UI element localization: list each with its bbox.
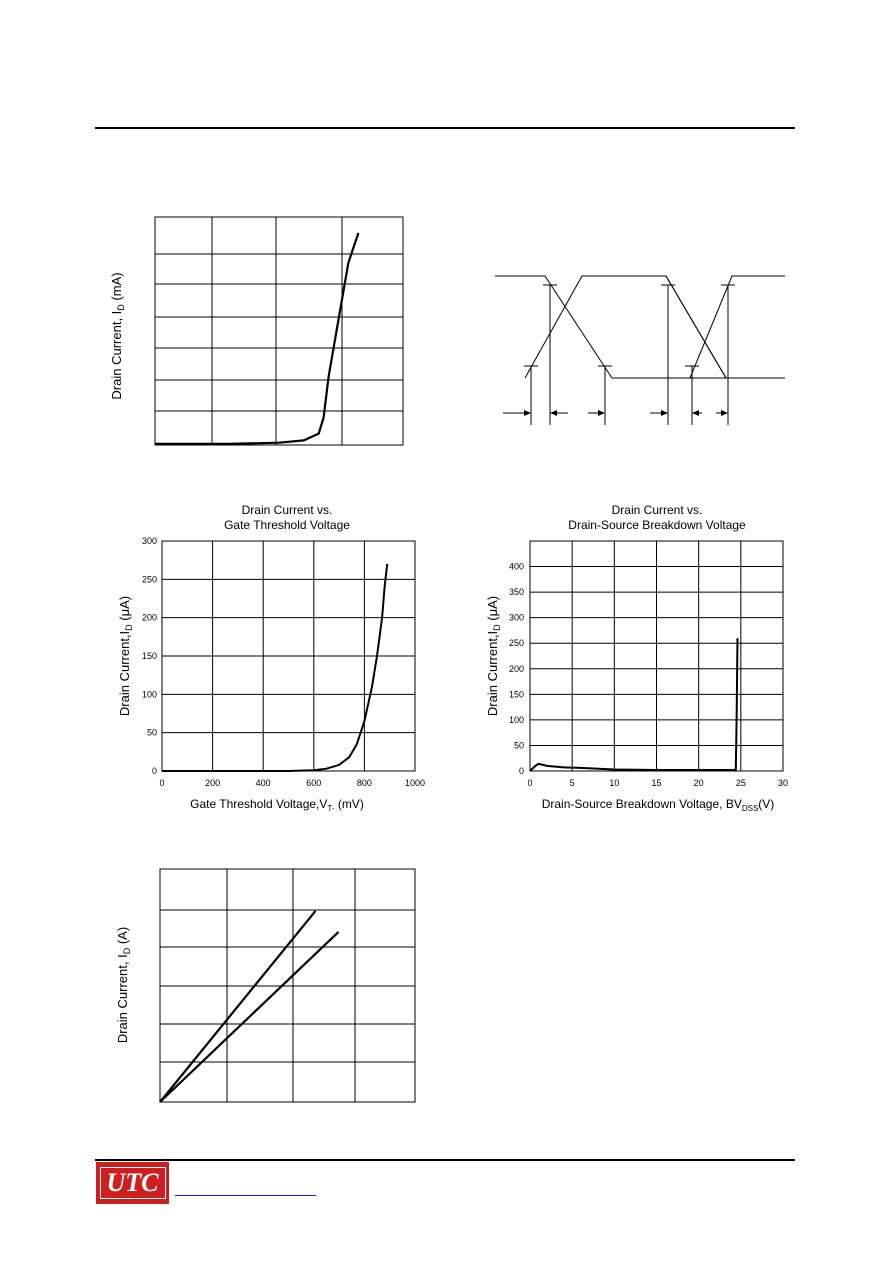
y-tick-label: 150 <box>141 651 157 661</box>
waveform-d <box>666 276 785 378</box>
x-tick-label: 600 <box>306 778 322 788</box>
website-link[interactable] <box>175 1195 316 1196</box>
waveform-b <box>525 276 785 378</box>
x-tick-label: 0 <box>159 778 165 788</box>
x-tick-label: 400 <box>255 778 271 788</box>
series-line <box>155 233 358 444</box>
x-axis-label: Drain-Source Breakdown Voltage, $BV_{DSS}(V)$ <box>541 797 775 813</box>
y-axis-label: Drain Current, $I_D$ (A) <box>115 926 132 1044</box>
y-tick-label: 250 <box>141 574 157 585</box>
x-tick-label: 1000 <box>404 778 426 788</box>
arrow-right-1 <box>524 410 531 416</box>
y-axis-label: Drain $Current,I_D$ (μA) <box>117 595 134 717</box>
series-line <box>530 638 738 771</box>
chart-breakdown-voltage <box>480 498 810 818</box>
y-tick-label: 150 <box>508 689 524 700</box>
grid <box>155 217 403 445</box>
y-tick-label: 100 <box>141 689 157 700</box>
arrow-right-3 <box>598 410 605 416</box>
y-tick-label: 0 <box>151 766 157 776</box>
x-tick-label: 200 <box>205 778 221 788</box>
x-tick-label: 10 <box>609 778 620 788</box>
waveform-a <box>495 276 785 378</box>
arrow-left-2 <box>550 410 557 416</box>
series-lines <box>160 911 339 1102</box>
series-line <box>162 564 387 771</box>
chart-title-line1: Drain Current vs. <box>611 503 703 517</box>
x-tick-label: 25 <box>735 778 746 788</box>
x-axis-label: Gate Threshold $Voltage,V_{T-}$ (mV) <box>190 797 364 813</box>
grid <box>530 541 783 771</box>
x-tick-label: 0 <box>527 778 533 788</box>
y-tick-label: 350 <box>508 587 524 598</box>
y-tick-label: 400 <box>508 561 524 572</box>
switching-waveform-diagram <box>490 265 790 435</box>
series-line-2 <box>160 932 339 1102</box>
y-tick-label: 100 <box>508 714 524 725</box>
chart-drain-current-ma <box>100 210 420 460</box>
chart-title-line2: Gate Threshold Voltage <box>224 518 350 532</box>
y-tick-label: 0 <box>518 766 524 776</box>
x-tick-label: 800 <box>356 778 372 788</box>
chart-gate-threshold <box>100 498 440 818</box>
y-tick-label: 250 <box>508 638 524 649</box>
x-tick-label: 5 <box>569 778 575 788</box>
chart-title-line2: Drain-Source Breakdown Voltage <box>568 518 746 532</box>
utc-logo: UTC <box>96 1162 169 1204</box>
header-rule <box>95 127 795 129</box>
x-tick-labels <box>159 778 425 788</box>
arrow-left-5 <box>692 410 699 416</box>
x-tick-labels <box>527 778 788 788</box>
y-axis-label: Drain Current, $I_D$ (mA) <box>109 272 126 400</box>
y-tick-label: 50 <box>146 727 157 738</box>
y-tick-label: 200 <box>141 612 157 623</box>
x-tick-label: 20 <box>693 778 704 788</box>
footer-rule <box>95 1159 795 1161</box>
x-tick-label: 30 <box>777 778 789 788</box>
y-tick-labels <box>142 536 157 776</box>
y-tick-label: 50 <box>513 740 524 751</box>
y-axis-label: Drain $Current,I_D$ (μA) <box>485 595 502 717</box>
y-tick-label: 300 <box>141 536 157 546</box>
chart-drain-current-a <box>100 860 430 1120</box>
y-tick-labels <box>509 562 524 776</box>
arrow-right-6 <box>721 410 728 416</box>
x-tick-label: 15 <box>651 778 662 788</box>
series-line-1 <box>160 911 316 1102</box>
arrow-right-4 <box>661 410 668 416</box>
y-tick-label: 300 <box>508 612 524 623</box>
y-tick-label: 200 <box>508 663 524 674</box>
chart-title-line1: Drain Current vs. <box>241 503 333 517</box>
